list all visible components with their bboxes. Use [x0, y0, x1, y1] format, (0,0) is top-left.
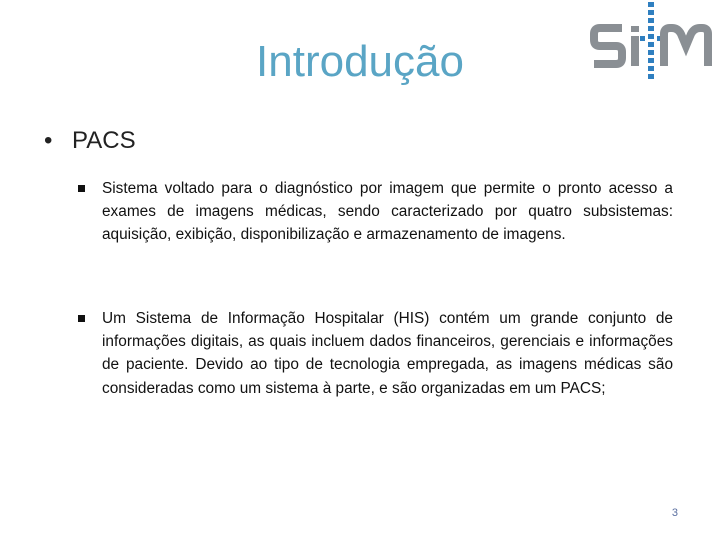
slide-title: Introdução — [256, 37, 464, 86]
logo-letter-i1 — [631, 36, 639, 66]
sub-bullet-2 — [78, 307, 673, 400]
sub-bullet-2-text: Um Sistema de Informação Hospitalar (HIS) contém um grande conjunto de informações digitais, as quais incluem dados financeiros, gerenciais e informações de paciente. Devido ao tipo de tecnologia empregada, as imagens médicas são consideradas como um sistema à parte, e são organizadas em um PACS; — [102, 310, 673, 397]
bullet-symbol: • — [44, 127, 53, 154]
logo-dotted-line — [640, 2, 662, 79]
square-bullet-icon — [78, 185, 85, 192]
sub-bullet-1-text: Sistema voltado para o diagnóstico por imagem que permite o pronto acesso a exames de imagens médicas, sendo caracterizado por quatro subsistemas: aquisição, exibição, disponibilização e armazenamento de imagens. — [102, 180, 673, 244]
logo-letter-m — [664, 28, 708, 66]
square-bullet-icon — [78, 315, 85, 322]
main-bullet — [44, 126, 136, 156]
page-number: 3 — [671, 507, 678, 519]
sub-bullet-1 — [78, 177, 673, 247]
main-bullet-label: PACS — [72, 127, 136, 154]
logo-letter-s — [594, 28, 622, 64]
siim-logo — [588, 0, 712, 84]
